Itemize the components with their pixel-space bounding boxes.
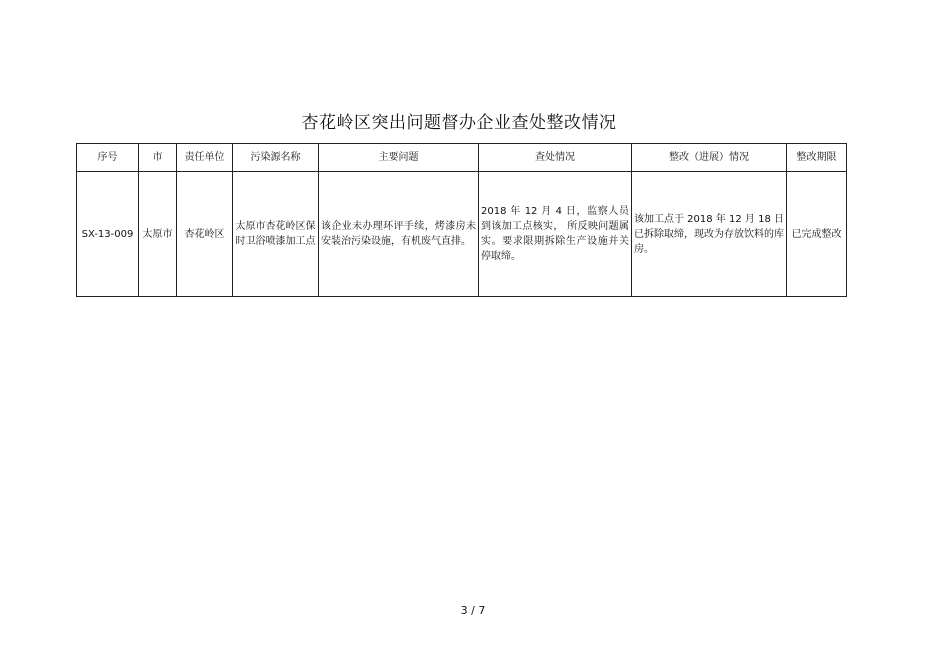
cell-problem: 该企业未办理环评手续，烤漆房未安装治污染设施，有机废气直排。 [319, 172, 479, 297]
header-deadline: 整改期限 [787, 144, 847, 172]
cell-seq: SX-13-009 [77, 172, 139, 297]
cell-investigation: 2018 年 12 月 4 日，监察人员到该加工点核实， 所反映问题属实。要求限期拆除生产设施并关停取缔。 [479, 172, 632, 297]
header-city: 市 [139, 144, 177, 172]
cell-progress: 该加工点于 2018 年 12 月 18 日已拆除取缔，现改为存放饮料的库房。 [632, 172, 787, 297]
cell-source: 太原市杏花岭区保时卫浴喷漆加工点 [233, 172, 319, 297]
header-investigation: 查处情况 [479, 144, 632, 172]
document-title: 杏花岭区突出问题督办企业查处整改情况 [301, 113, 617, 133]
report-table [76, 143, 847, 297]
cell-deadline: 已完成整改 [787, 172, 847, 297]
page-number: 3 / 7 [460, 604, 486, 617]
header-progress: 整改（进展）情况 [632, 144, 787, 172]
header-seq: 序号 [77, 144, 139, 172]
table-header-row [77, 144, 847, 172]
table-row [77, 172, 847, 297]
cell-unit: 杏花岭区 [177, 172, 233, 297]
cell-city: 太原市 [139, 172, 177, 297]
header-unit: 责任单位 [177, 144, 233, 172]
header-problem: 主要问题 [319, 144, 479, 172]
header-source: 污染源名称 [233, 144, 319, 172]
